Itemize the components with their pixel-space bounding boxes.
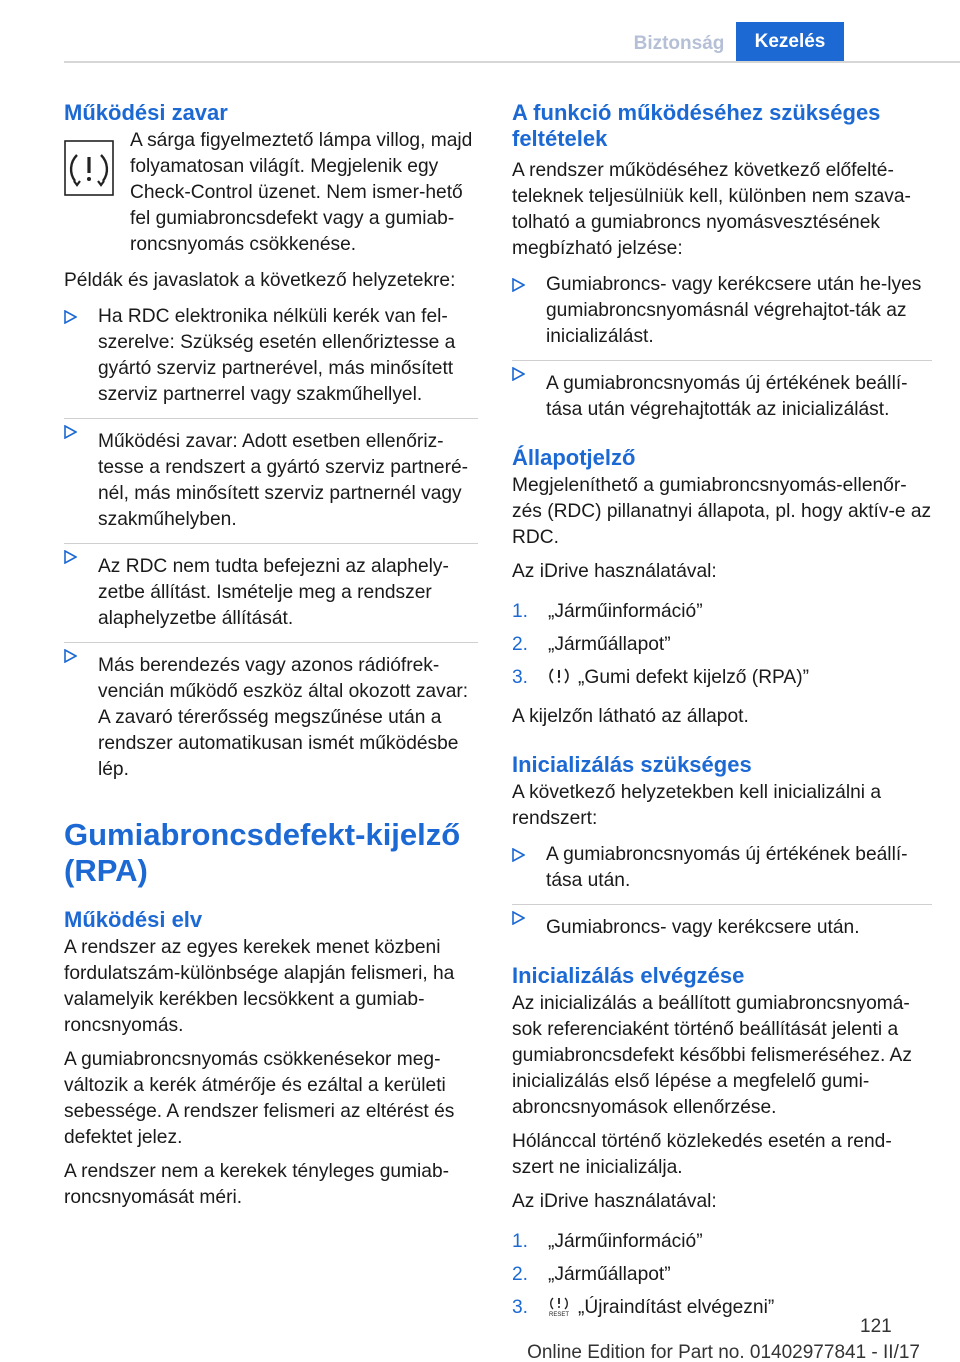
right-column [512,100,932,1334]
list-item: 2. „Járműállapot” [512,634,671,655]
list-item: Az RDC nem tudta befejezni az alaphely-zetbe állítást. Ismételje meg a rendszer alaphelyzetbe állítását. [64,543,478,632]
init-do-idrive: Az iDrive használatával: [512,1191,717,1212]
status-heading: Állapotjelző [512,445,636,470]
page-number: 121 [860,1316,892,1337]
bullet-triangle-icon [64,550,77,564]
list-item: A gumiabroncsnyomás új értékének beállí-tása után. [512,842,932,894]
malfunction-section [64,100,478,258]
init-needed-heading: Inicializálás szükséges [512,752,752,777]
tire-reset-icon [548,1295,570,1317]
principle-paragraph: A gumiabroncsnyomás csökkenésekor meg-változik a kerék átmérője és ezáltal a kerületi sebessége. A rendszer felismeri az eltérést és defektet jelez. [64,1049,455,1148]
init-needed-text: A következő helyzetekben kell inicializálni a rendszert: [512,782,882,829]
list-item: 1. „Járműinformáció” [512,1231,703,1252]
tire-pressure-warning-icon [64,140,114,196]
bullet-triangle-icon [512,911,525,925]
init-do-heading: Inicializálás elvégzése [512,963,745,988]
bullet-triangle-icon [64,425,77,439]
bullet-triangle-icon [64,310,77,324]
svg-text:RESET: RESET [548,1312,570,1317]
requirements-list [512,272,932,423]
bullet-triangle-icon [64,649,77,663]
rpa-heading: Gumiabroncsdefekt-kijelző (RPA) [64,817,461,888]
examples-intro: Példák és javaslatok a következő helyzetekre: [64,270,456,291]
requirements-heading: A funkció működéséhez szükséges feltételek [512,100,881,151]
init-do-steps [512,1227,932,1326]
tab-kezeles[interactable]: Kezelés [736,22,844,62]
list-item: A gumiabroncsnyomás új értékének beállí-tása után végrehajtották az inicializálást. [512,360,932,423]
header-divider [64,61,960,63]
malfunction-heading: Működési zavar [64,100,228,125]
list-item: 3. RESET „Újraindítást elvégezni” [512,1297,775,1318]
principle-paragraph: A rendszer nem a kerekek tényleges gumiab-roncsnyomását méri. [64,1161,450,1208]
init-do-paragraph: Hólánccal történő közlekedés esetén a rend-szert ne inicializálja. [512,1131,892,1178]
malfunction-text: A sárga figyelmeztető lámpa villog, majd folyamatosan világít. Megjelenik egy Check-Control üzenet. Nem ismer-hető fel gumiabroncsdefekt vagy a gumiab-roncsnyomás csökkenése. [130,130,473,255]
tire-warning-icon [548,665,570,687]
bullet-triangle-icon [512,278,525,292]
tab-biztonsag[interactable]: Biztonság [633,33,725,54]
page-header [0,0,960,62]
status-idrive: Az iDrive használatával: [512,561,717,582]
list-item: 2. „Járműállapot” [512,1264,671,1285]
edition-note: Online Edition for Part no. 01402977841 - II/17 [527,1342,920,1362]
init-needed-list [512,842,932,941]
bullet-triangle-icon [512,367,525,381]
examples-list [64,304,478,783]
principle-paragraph: A rendszer az egyes kerekek menet közbeni fordulatszám-különbsége alapján felismeri, ha valamelyik kerékben lecsökkent a gumiab-roncsnyomás. [64,937,455,1036]
bullet-triangle-icon [512,848,525,862]
list-item: 3. „Gumi defekt kijelző (RPA)” [512,667,810,688]
list-item: Más berendezés vagy azonos rádiófrek-vencián működő eszköz által okozott zavar: A zavaró térerősség megszűnése után a rendszer automatikusan ismét működésbe lép. [64,642,478,783]
list-item: Működési zavar: Adott esetben ellenőriz-tesse a rendszert a gyártó szerviz partneré-nél, más minősített szerviz partnernél vagy szakműhelyben. [64,418,478,533]
requirements-text: A rendszer működéséhez következő előfelté-teleknek teljesülniük kell, különben nem szava-tolható a gumiabroncs nyomásvesztésének megbízható jelzése: [512,160,911,259]
principle-heading: Működési elv [64,907,203,932]
status-steps [512,597,932,696]
list-item: 1. „Járműinformáció” [512,601,703,622]
list-item: Gumiabroncs- vagy kerékcsere után he-lyes gumiabroncsnyomásnál végrehajtot-ták az inicializálást. [512,272,932,350]
left-column [64,100,478,1219]
status-after: A kijelzőn látható az állapot. [512,706,749,727]
status-text: Megjeleníthető a gumiabroncsnyomás-ellenőr-zés (RDC) pillanatnyi állapota, pl. hogy aktív-e az RDC. [512,475,932,548]
init-do-paragraph: Az inicializálás a beállított gumiabroncsnyomá-sok referenciaként történő beállítását jelenti a gumiabroncsdefekt későbbi felismeréséhez. Az inicializálás első lépése a megfelelő gumi-abroncsnyomások ellenőrzése. [512,993,912,1118]
list-item: Gumiabroncs- vagy kerékcsere után. [512,904,932,941]
list-item: Ha RDC elektronika nélküli kerék van fel-szerelve: Szükség esetén ellenőriztesse a gyártó szerviz partnerével, más minősített szerviz partnerrel vagy szakműhellyel. [64,304,478,408]
